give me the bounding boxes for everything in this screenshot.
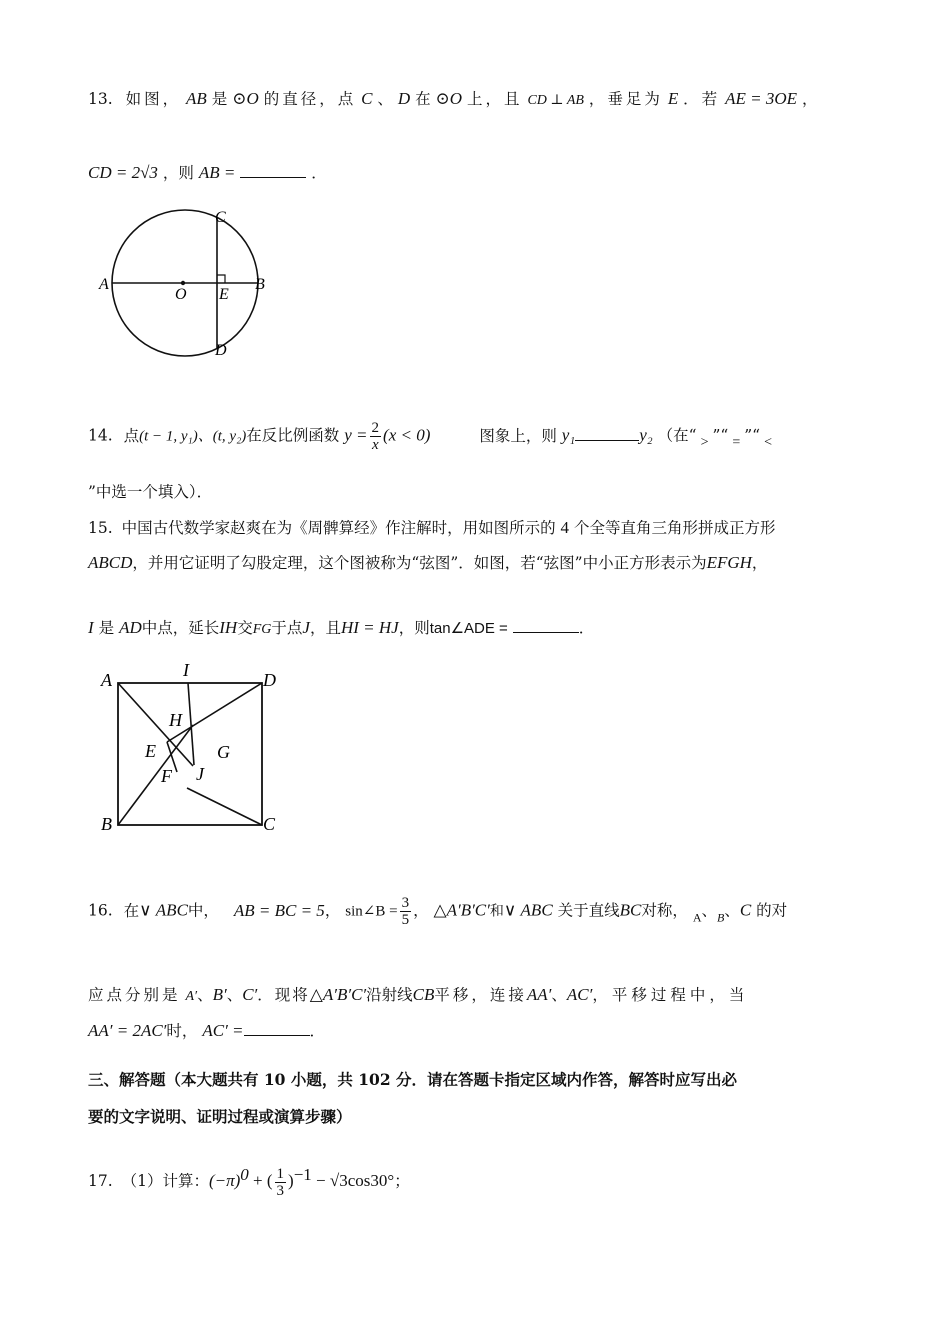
q16-sep1: 、	[701, 901, 717, 920]
q17-exp0: 0	[240, 1165, 249, 1184]
section3-line1: 三、解答题（本大题共有 10 小题，共 102 分．请在答题卡指定区域内作答，解答时应写出必	[88, 1070, 738, 1089]
q15-line3a: 是	[98, 619, 115, 637]
q15-line1b: 个全等直角三角形拼成正方形	[573, 519, 776, 537]
q15-ad: AD	[119, 618, 142, 637]
q16-number: 16.	[88, 901, 113, 920]
q17-close: )	[288, 1171, 294, 1191]
q15-i: I	[88, 618, 94, 637]
q16-text1: 在	[123, 901, 140, 920]
q14-func-num: 2	[371, 420, 380, 436]
q15-line3	[88, 617, 594, 641]
q14-answer-blank[interactable]	[575, 431, 639, 441]
q16-b-p: B′	[212, 985, 227, 1004]
q15-j: J	[302, 618, 310, 637]
q14-q2: ”“	[744, 426, 761, 445]
q14-line2-text: ”中选一个填入）．	[88, 483, 213, 501]
q16-line2e: ，平移过程中，当	[592, 986, 749, 1004]
q14-func-den: x	[371, 437, 379, 453]
q13-sep1: 、	[377, 90, 393, 108]
center-dot	[181, 281, 185, 285]
q16-tri1: ∨ ABC	[139, 900, 188, 920]
q13-line1	[88, 88, 817, 112]
q15-line2	[88, 552, 767, 574]
q13-circle-o: ⊙O	[232, 89, 259, 108]
q16-sin-num: 3	[401, 895, 410, 911]
q13-period: ．	[311, 164, 327, 182]
q16-tri3: ∨ ABC	[503, 900, 553, 920]
q13-d: D	[397, 89, 411, 108]
q13-ab: AB	[186, 89, 207, 108]
label-j: J	[196, 764, 204, 784]
q13-ab-eq: AB =	[198, 163, 236, 182]
q14-text3: 图象上，则	[479, 426, 557, 445]
label-d: D	[215, 342, 227, 359]
q16-a-p: A′	[185, 989, 198, 1004]
q16-c-p: C′	[242, 985, 258, 1004]
q17-frac-num: 1	[276, 1165, 285, 1182]
q15-line3b: 中点，延长	[141, 619, 220, 637]
label-d: D	[263, 670, 276, 690]
q16-sin-frac	[400, 895, 412, 928]
q13-e: E	[667, 89, 679, 108]
q15-line3d: 于点	[271, 619, 303, 637]
q14-gt: >	[700, 434, 709, 450]
q16-line2a: 应点分别是	[88, 986, 181, 1004]
q13-cd-perp-ab: CD ⊥ AB	[527, 93, 584, 108]
q16-line3	[88, 1020, 325, 1042]
q16-line2c: 沿射线	[366, 986, 413, 1004]
label-a: A	[99, 276, 109, 293]
label-c: C	[215, 209, 226, 226]
q13-text6: ．若	[683, 90, 721, 108]
q17-exp-neg1: −1	[293, 1165, 312, 1184]
q15-answer-blank[interactable]	[513, 618, 579, 633]
q15-number: 15.	[88, 519, 113, 537]
section3-heading-line2	[88, 1106, 352, 1128]
q14-lt: <	[764, 434, 773, 450]
label-i: I	[183, 660, 189, 680]
q13-circle-o-2: ⊙O	[435, 89, 463, 108]
q16-sin-den: 5	[401, 912, 410, 928]
label-b: B	[101, 814, 112, 834]
q16-text2: 中，	[187, 901, 219, 920]
q17-semi: ；	[394, 1172, 410, 1191]
q16-text3: 关于直线	[557, 901, 620, 920]
q14-text4: （在“	[657, 426, 697, 445]
q15-tan-expr: tan∠ADE =	[429, 620, 508, 637]
q15-efgh: EFGH	[706, 553, 752, 572]
q15-ih: IH	[219, 618, 238, 637]
q14-text2: 在反比例函数	[246, 426, 340, 445]
q16-period: ．	[309, 1022, 326, 1040]
q17-text1: （1）计算：	[121, 1172, 209, 1191]
q15-abcd: ABCD	[88, 553, 133, 572]
q14-y1: y₁	[561, 425, 576, 445]
q17-expr-b: − √3cos30°	[311, 1171, 395, 1191]
q17-line1	[88, 1160, 410, 1199]
q16-sep4: 、	[226, 986, 243, 1004]
q14-func-lhs: y =	[344, 425, 368, 445]
line-c-f	[187, 788, 262, 825]
label-a: A	[101, 670, 112, 690]
q16-sin-lhs: sin∠B =	[345, 903, 398, 920]
q13-answer-blank[interactable]	[240, 163, 306, 178]
q17-frac	[275, 1166, 287, 1199]
q13-text7: ，则	[162, 164, 194, 182]
q16-line1	[88, 895, 787, 933]
label-g: G	[217, 742, 230, 762]
q17-frac-den: 3	[276, 1182, 285, 1199]
line-i-j	[188, 683, 194, 765]
q14-number: 14.	[88, 426, 113, 445]
q16-ans: AC′ =	[202, 1021, 244, 1040]
q15-line2b: ，	[751, 554, 768, 572]
q15-four: 4	[560, 518, 570, 537]
q13-number: 13.	[88, 90, 113, 108]
q16-and: 和	[489, 903, 504, 920]
q13-text3: 在	[415, 90, 431, 108]
q14-y2: y₂	[639, 425, 653, 445]
q17-plus: + (	[248, 1171, 273, 1191]
q13-c: C	[361, 89, 373, 108]
q14-func-frac	[370, 420, 382, 453]
label-b: B	[255, 276, 265, 293]
q16-text5: 的对	[756, 901, 788, 920]
q14-text1: 点	[123, 426, 140, 445]
q13-comma: ，	[801, 90, 818, 108]
q16-sep2: 、	[724, 901, 740, 920]
q13-circle-figure	[95, 205, 285, 360]
q16-comma1: ，	[324, 901, 341, 920]
q14-line2	[88, 481, 212, 503]
q13-text2: 的直径，点	[263, 90, 357, 108]
q16-ac: AC′	[566, 985, 593, 1004]
label-h: H	[169, 710, 182, 730]
q16-cb: CB	[412, 985, 435, 1004]
q16-ab-bc: AB = BC = 5	[233, 900, 325, 920]
label-e: E	[219, 286, 229, 303]
q15-line2-text: ，并用它证明了勾股定理，这个图被称为“弦图”．如图，若“弦图”中小正方形表示为	[132, 554, 707, 572]
q16-a-small: A	[692, 910, 702, 925]
q16-bc: BC	[619, 900, 642, 920]
q14-q1: ”“	[712, 426, 729, 445]
q15-line3f: ，则	[398, 619, 430, 637]
q16-cond: AA′ = 2AC′	[88, 1021, 167, 1040]
label-c: C	[263, 814, 276, 834]
q17-number: 17.	[88, 1172, 113, 1191]
q16-text4: 对称，	[641, 901, 688, 920]
q13-line2	[88, 162, 327, 184]
q16-line2d: 平移，连接	[434, 986, 527, 1004]
q13-text4: 上，且	[467, 90, 523, 108]
q15-line3e: ，且	[309, 619, 341, 637]
q13-text5: ，垂足为	[588, 90, 663, 108]
q14-func-domain: (x < 0)	[383, 425, 431, 445]
label-o: O	[175, 286, 187, 303]
q13-text1: 是	[211, 90, 228, 108]
q15-xiantu-figure	[95, 660, 290, 840]
q16-c-pt: C	[739, 900, 752, 920]
q16-answer-blank[interactable]	[244, 1021, 310, 1036]
q15-line1	[88, 517, 776, 539]
line-b-h	[118, 725, 193, 825]
q16-line2	[88, 984, 748, 1008]
q15-period: ．	[578, 619, 595, 637]
q15-fg: FG	[252, 622, 272, 637]
q14-points: (t − 1, y₁)、(t, y₂)	[139, 428, 247, 445]
q14-line1	[88, 420, 776, 457]
q13-ae-eq: AE = 3OE	[725, 89, 798, 108]
q16-sep5: 、	[551, 986, 567, 1004]
q15-line3c: 交	[237, 619, 253, 637]
section3-line2: 要的文字说明、证明过程或演算步骤）	[88, 1107, 352, 1126]
label-f: F	[161, 766, 172, 786]
q16-line3a: 时，	[166, 1022, 198, 1040]
label-e: E	[145, 741, 156, 761]
section3-heading-line1	[88, 1069, 737, 1091]
right-angle-mark	[217, 275, 225, 283]
q16-comma2: ，	[413, 901, 429, 920]
q17-expr-a: (−π)	[208, 1171, 241, 1191]
q16-line2b: ．现将	[257, 986, 310, 1004]
q16-aa: AA′	[526, 985, 552, 1004]
q15-hi-eq: HI = HJ	[340, 618, 399, 637]
q14-eq: =	[732, 434, 741, 450]
q16-tri4: △A′B′C′	[309, 985, 367, 1004]
q13-cd-eq: CD = 2√3	[88, 163, 158, 182]
q15-line1-text: 中国古代数学家赵爽在为《周髀算经》作注解时，用如图所示的	[121, 519, 556, 537]
q16-b-small: B	[717, 910, 725, 925]
q16-tri2: △A′B′C′	[433, 900, 490, 920]
q16-sep3: 、	[197, 986, 213, 1004]
q13-intro: 如图，	[125, 90, 182, 108]
